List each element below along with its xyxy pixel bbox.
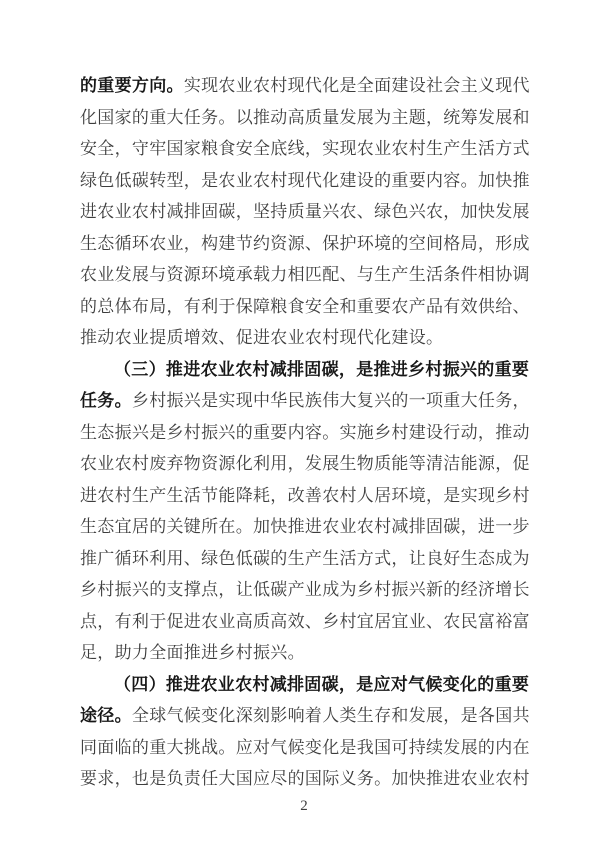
text-segment: 农业农村废弃物资源化利用，发展生物质能等清洁能源，促 [80,454,530,473]
text-segment: 绿色低碳转型，是农业农村现代化建设的重要内容。加快推 [80,170,530,190]
text-line [80,732,532,764]
text-line [80,480,532,512]
text-line [80,763,532,795]
text-segment: 同面临的重大挑战。应对气候变化是我国可持续发展的内在 [80,737,530,757]
text-segment: 的总体布局，有利于保障粮食安全和重要农产品有效供给、 [80,296,530,316]
text-segment: 农业发展与资源环境承载力相匹配、与生产生活条件相协调 [80,265,530,284]
text-line [80,448,532,480]
text-segment: 进农村生产生活节能降耗，改善农村人居环境，是实现乡村 [80,485,530,505]
text-segment: 足，助力全面推进乡村振兴。 [80,643,305,662]
text-line [80,228,532,260]
text-line [80,322,532,354]
text-line [80,165,532,197]
text-segment: 安全，守牢国家粮食安全底线，实现农业农村生产生活方式 [80,139,530,158]
text-segment: 点，有利于促进农业高质高效、乡村宜居宜业、农民富裕富 [80,611,530,631]
text-segment: 化国家的重大任务。以推动高质量发展为主题，统筹发展和 [80,107,530,127]
text-line [80,511,532,543]
text-segment: 推动农业提质增效、促进农业农村现代化建设。 [80,328,444,347]
bold-text-segment: 任务。 [80,391,132,410]
text-line [80,574,532,606]
text-line [80,417,532,449]
text-line [80,259,532,291]
text-segment: 生态循环农业，构建节约资源、保护环境的空间格局，形成 [80,233,530,253]
text-segment: 进农业农村减排固碳，坚持质量兴农、绿色兴农，加快发展 [80,202,530,221]
text-segment: 乡村振兴的支撑点，让低碳产业成为乡村振兴新的经济增长 [80,580,530,599]
text-segment: 生态宜居的关键所在。加快推进农业农村减排固碳，进一步 [80,517,530,536]
text-line [80,291,532,323]
bold-text-segment: 的重要方向。 [80,76,184,95]
text-line [80,669,532,701]
bold-text-segment: （三）推进农业农村减排固碳，是推进乡村振兴的重要 [114,359,530,379]
text-line [80,133,532,165]
bold-text-segment: （四）推进农业农村减排固碳，是应对气候变化的重要 [114,674,530,694]
page-number: 2 [300,798,308,814]
text-segment: 实现农业农村现代化是全面建设社会主义现代 [183,76,530,95]
text-line [80,70,532,102]
text-line [80,700,532,732]
text-segment: 乡村振兴是实现中华民族伟大复兴的一项重大任务， [131,391,530,410]
text-line [80,385,532,417]
text-segment: 全球气候变化深刻影响着人类生存和发展，是各国共 [131,706,530,725]
text-line [80,543,532,575]
text-line [80,354,532,386]
text-line [80,102,532,134]
bold-text-segment: 途径。 [80,706,132,725]
text-segment: 要求，也是负责任大国应尽的国际义务。加快推进农业农村 [80,769,530,788]
text-line [80,606,532,638]
text-segment: 生态振兴是乡村振兴的重要内容。实施乡村建设行动，推动 [80,422,530,442]
document-text [80,70,532,795]
text-line [80,196,532,228]
text-line [80,637,532,669]
text-segment: 推广循环利用、绿色低碳的生产生活方式，让良好生态成为 [80,548,530,568]
